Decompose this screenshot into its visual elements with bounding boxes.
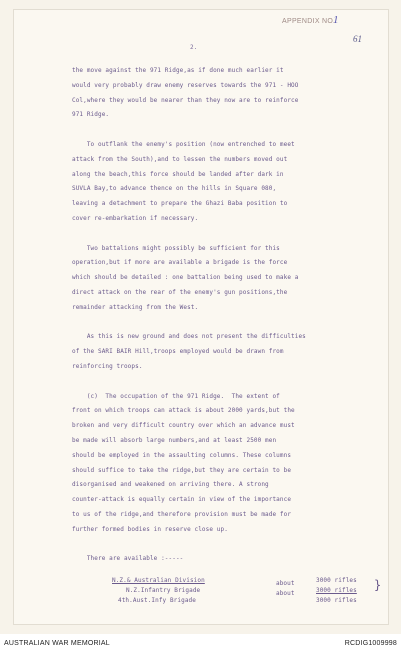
body-line: As this is new ground and does not present the difficulties	[72, 333, 306, 341]
body-line: 971 Ridge.	[72, 111, 110, 119]
body-line: which should be detailed : one battalion being used to make a	[72, 274, 299, 282]
body-line: broken and very difficult country over which an advance must	[72, 422, 295, 430]
body-line: direct attack on the rear of the enemy's gun positions,the	[72, 289, 288, 296]
body-line: disorganised and weakened on arriving there. A strong	[72, 481, 269, 489]
body-line: Two battalions might possibly be sufficient for this	[72, 244, 280, 252]
footer-id: RCDIG1009998	[344, 640, 397, 647]
appendix-stamp: APPENDIX NO.	[282, 18, 336, 25]
body-line: should suffice to take the ridge,but they are certain to be	[72, 466, 292, 474]
body-line: remainder attacking from the West.	[72, 303, 199, 311]
rifles-1: 3000 rifles	[316, 577, 357, 584]
body-line: along the beach,this force should be landed after dark in	[72, 170, 284, 178]
body-line: front on which troops can attack is about 2000 yards,but the	[72, 407, 295, 415]
division-name: N.Z.& Australian Division	[112, 577, 205, 584]
handwritten-page-ref: 61	[353, 34, 362, 44]
rifles-3: 3000 rifles	[316, 597, 357, 604]
brace: }	[374, 578, 382, 592]
body-line: counter-attack is equally certain in view of the importance	[72, 496, 292, 504]
body-line: the move against the 971 Ridge,as if done much earlier it	[72, 67, 284, 74]
body-line: operation,but if more are available a brigade is the force	[72, 259, 288, 267]
body-line: further formed bodies in reserve close up.	[72, 525, 228, 533]
body-line: be made will absorb large numbers,and at least 2500 men	[72, 437, 277, 444]
body-line: There are available :-----	[72, 555, 184, 563]
page-number: 2.	[190, 44, 198, 51]
body-line: leaving a detachment to prepare the Ghazi Baba position to	[72, 200, 288, 208]
body-line: would very probably draw enemy reserves towards the 971 - HOO	[72, 81, 299, 89]
about-1: about	[276, 580, 295, 587]
body-line: SUVLA Bay,to advance thence on the hills in Square 080,	[72, 185, 277, 193]
body-line: To outflank the enemy's position (now entrenched to meet	[72, 141, 295, 148]
body-line: attack from the South),and to lessen the numbers moved out	[72, 155, 288, 163]
body-line: to us of the ridge,and therefore provision must be made for	[72, 511, 292, 518]
appendix-number: 1	[333, 14, 339, 26]
about-2: about	[276, 590, 295, 597]
body-line: of the SARI BAIR Hill,troops employed would be drawn from	[72, 348, 284, 356]
body-line: Col,where they would be nearer than they now are to reinforce	[72, 96, 299, 104]
body-line: cover re-embarkation if necessary.	[72, 215, 199, 222]
brigade-2: 4th.Aust.Infy Brigade	[118, 597, 196, 604]
body-line: should be employed in the assaulting columns. These columns	[72, 451, 292, 459]
footer-source: AUSTRALIAN WAR MEMORIAL	[4, 640, 110, 647]
brigade-1: N.Z.Infantry Brigade	[126, 587, 201, 594]
body-line: reinforcing troops.	[72, 363, 143, 370]
body-line: (c) The occupation of the 971 Ridge. The extent of	[72, 392, 280, 400]
document-page	[14, 10, 388, 624]
rifles-2: 3000 rifles	[316, 587, 357, 594]
